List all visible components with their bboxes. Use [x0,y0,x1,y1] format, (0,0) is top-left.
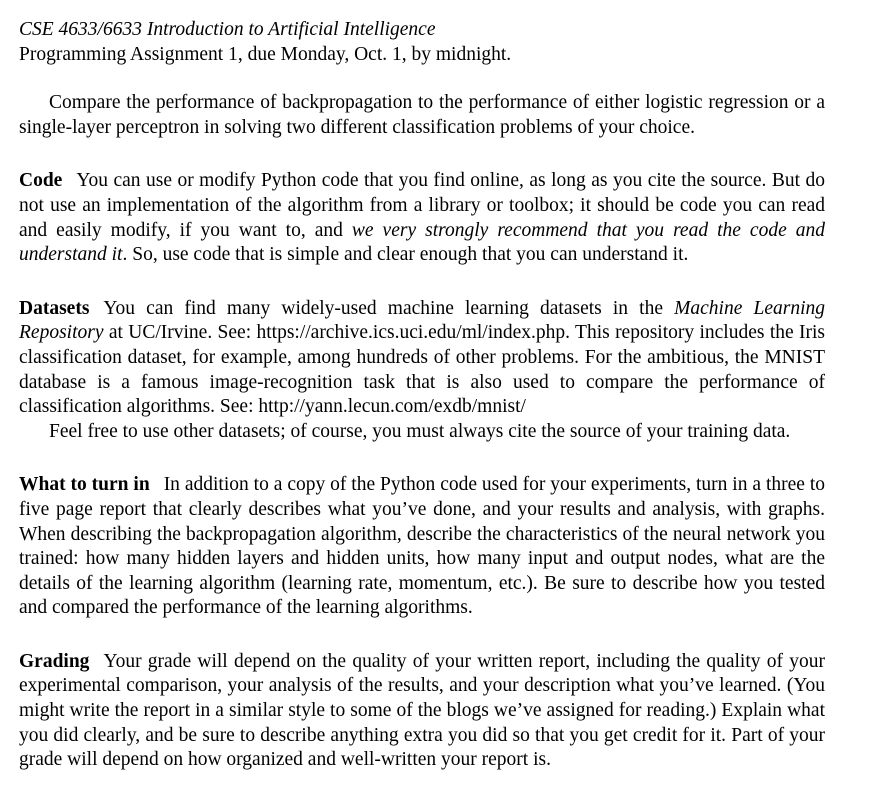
code-text-1: You can use or modify Python code that you find online, as long as you cite the source. But do not use an implementation of the algorithm from a library or toolbox; it should be code you can read and easily modify, if you want to, and [19,170,825,241]
grading-text: Your grade will depend on the quality of your written report, including the quality of your experimental comparison, your analysis of the results, and your description what you’ve learned. (You might write the report in a similar style to some of the blogs we’ve assigned for reading.) Explain what you did clearly, and be sure to describe anything extra you did so that you get credit for it. Part of your grade will depend on how organized and well-written your report is. [19,650,825,771]
grading-section [19,650,825,773]
intro-paragraph: Compare the performance of backpropagation to the performance of either logistic regression or a single-layer perceptron in solving two different classification problems of your choice. [19,92,825,138]
code-section [19,169,825,267]
grading-heading: Grading [19,650,90,672]
course-title: CSE 4633/6633 Introduction to Artificial Intelligence [19,19,436,40]
datasets-followup: Feel free to use other datasets; of course, you must always cite the source of your training data. [49,420,791,442]
turn-in-section [19,473,825,621]
datasets-heading: Datasets [19,297,90,319]
turn-in-text: In addition to a copy of the Python code used for your experiments, turn in a three to five page report that clearly describes what you’ve done, and your results and analysis, with graphs. When describing the backpropagation algorithm, describe the characteristics of the neural network you trained: how many hidden layers and hidden units, how many input and output nodes, what are the details of the learning algorithm (learning rate, momentum, etc.). Be sure to describe how you tested and compared the performance of the learning algorithms. [19,474,826,619]
assignment-title: Programming Assignment 1, due Monday, Oct. 1, by midnight. [19,43,512,65]
code-heading: Code [19,170,63,192]
datasets-emphasis: Machine Learning Repository [19,297,825,344]
assignment-document [19,18,825,773]
code-emphasis: we very strongly recommend that you read the code and understand it [19,219,825,266]
code-text-2: . So, use code that is simple and clear enough that you can understand it. [122,244,689,266]
datasets-text-2: at UC/Irvine. See: https://archive.ics.uci.edu/ml/index.php. This repository includes the Iris classification dataset, for example, among hundreds of other problems. For the ambitious, the MNIST database is a famous image-recognition task that is also used to compare the performance of classification algorithms. See: http://yann.lecun.com/exdb/mnist/ [19,322,825,418]
turn-in-heading: What to turn in [19,474,150,496]
datasets-text-1: You can find many widely-used machine learning datasets in the [103,297,675,319]
datasets-section [19,297,825,420]
